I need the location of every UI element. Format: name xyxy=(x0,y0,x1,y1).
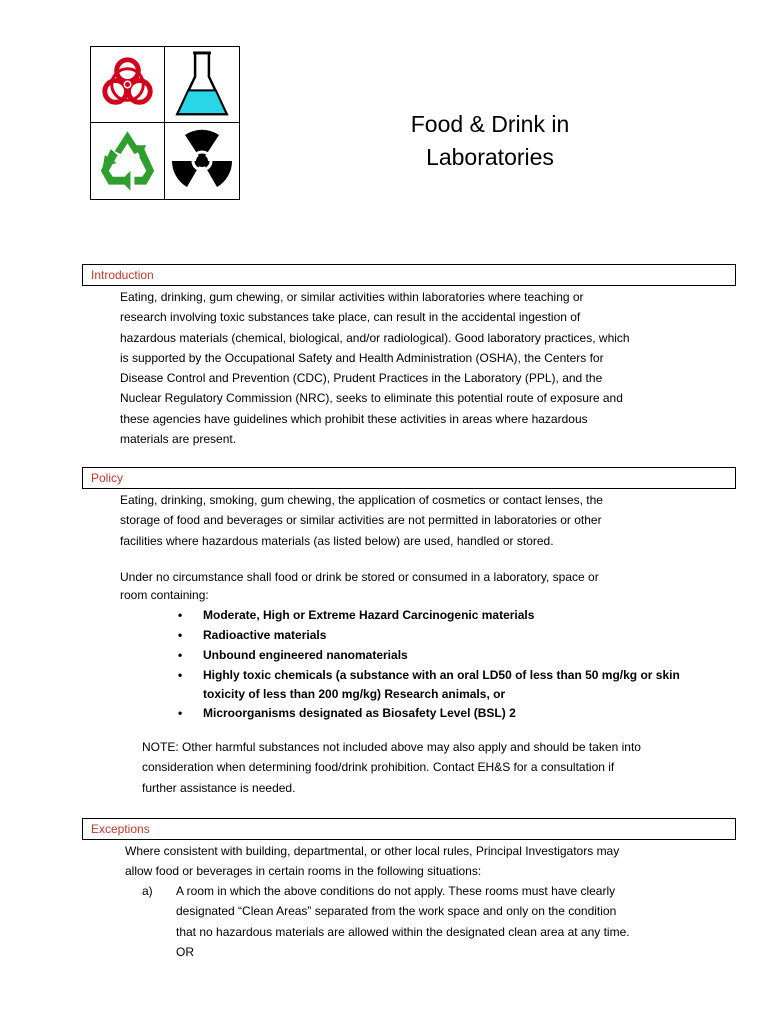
biohazard-icon xyxy=(91,47,165,123)
intro-line: research involving toxic substances take place, can result in the accidental ingestion of xyxy=(120,310,581,325)
section-heading-policy: Policy xyxy=(82,467,736,489)
note-line: consideration when determining food/drink prohibition. Contact EH&S for a consultation if xyxy=(142,760,615,775)
bullet-marker: • xyxy=(178,668,183,682)
exceptions-line: Where consistent with building, departmental, or other local rules, Principal Investigators may xyxy=(125,844,620,858)
bullet-marker: • xyxy=(178,706,183,720)
intro-line: these agencies have guidelines which prohibit these activities in areas where hazardous xyxy=(120,411,588,426)
introduction-body xyxy=(120,287,630,449)
intro-line: Disease Control and Prevention (CDC), Prudent Practices in the Laboratory (PPL), and the xyxy=(120,371,603,386)
policy-line: storage of food and beverages or similar activities are not permitted in laboratories or other xyxy=(120,513,602,528)
exceptions-line: allow food or beverages in certain rooms in the following situations: xyxy=(125,864,482,879)
flask-icon xyxy=(165,47,239,123)
page-title xyxy=(360,108,620,174)
bullet-marker: • xyxy=(178,628,183,642)
bullet-text: Moderate, High or Extreme Hazard Carcinogenic materials xyxy=(203,608,535,622)
bullet-text: Unbound engineered nanomaterials xyxy=(203,648,408,662)
policy-note xyxy=(142,737,641,798)
intro-line: Eating, drinking, gum chewing, or similar activities within laboratories where teaching or xyxy=(120,290,584,304)
exception-item-a-marker: a) xyxy=(142,884,153,898)
recycle-icon xyxy=(91,123,165,199)
title-line-2: Laboratories xyxy=(426,144,554,170)
policy-circumstance xyxy=(120,568,599,604)
circumstance-line: room containing: xyxy=(120,588,209,602)
policy-body xyxy=(120,490,603,551)
exceptions-body xyxy=(125,841,619,882)
section-heading-exceptions: Exceptions xyxy=(82,818,736,840)
note-line: NOTE: Other harmful substances not included above may also apply and should be taken into xyxy=(142,740,641,754)
bullet-text: Highly toxic chemicals (a substance with an oral LD50 of less than 50 mg/kg or skin xyxy=(203,668,680,682)
bullet-text: Microorganisms designated as Biosafety Level (BSL) 2 xyxy=(203,706,516,720)
item-a-line: OR xyxy=(176,944,194,959)
policy-line: facilities where hazardous materials (as listed below) are used, handled or stored. xyxy=(120,533,554,548)
bullet-text: toxicity of less than 200 mg/kg) Research animals, or xyxy=(203,687,506,701)
intro-line: materials are present. xyxy=(120,432,237,447)
item-a-line: designated “Clean Areas” separated from the work space and only on the condition xyxy=(176,904,617,919)
bullet-text: Radioactive materials xyxy=(203,628,327,642)
item-a-line: that no hazardous materials are allowed within the designated clean area at any time. xyxy=(176,924,630,939)
intro-line: hazardous materials (chemical, biological, and/or radiological). Good laboratory practices, which xyxy=(120,330,630,345)
hazard-logo xyxy=(90,46,240,200)
bullet-marker: • xyxy=(178,648,183,662)
item-a-line: A room in which the above conditions do not apply. These rooms must have clearly xyxy=(176,884,616,898)
circumstance-line: Under no circumstance shall food or drink be stored or consumed in a laboratory, space or xyxy=(120,570,599,584)
radiation-icon xyxy=(165,123,239,199)
intro-line: Nuclear Regulatory Commission (NRC), seeks to eliminate this potential route of exposure and xyxy=(120,391,623,406)
policy-line: Eating, drinking, smoking, gum chewing, the application of cosmetics or contact lenses, the xyxy=(120,493,603,507)
note-line: further assistance is needed. xyxy=(142,780,296,795)
bullet-marker: • xyxy=(178,608,183,622)
intro-line: is supported by the Occupational Safety and Health Administration (OSHA), the Centers for xyxy=(120,350,604,365)
exception-item-a xyxy=(176,881,630,962)
title-line-1: Food & Drink in xyxy=(410,111,570,137)
section-heading-introduction: Introduction xyxy=(82,264,736,286)
